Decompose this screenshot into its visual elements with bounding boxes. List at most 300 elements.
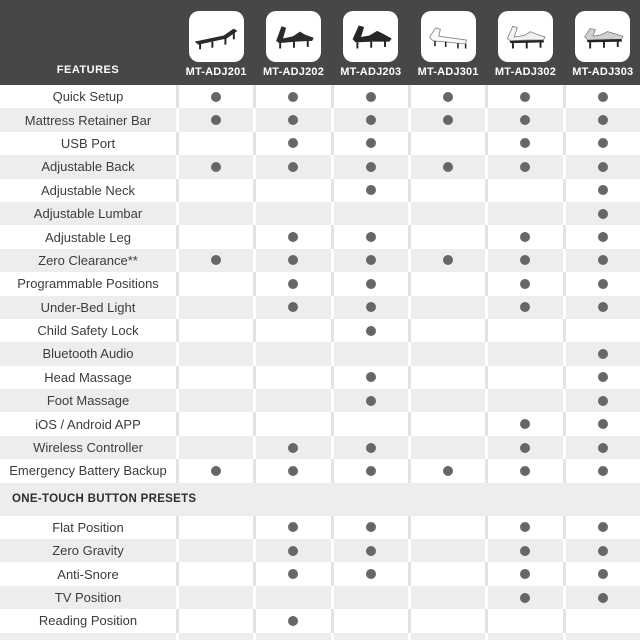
feature-cell	[179, 516, 253, 539]
feature-row	[0, 366, 640, 389]
feature-cell	[179, 459, 253, 482]
feature-dot	[288, 232, 298, 242]
feature-cell	[179, 389, 253, 412]
feature-dot	[520, 255, 530, 265]
feature-label-cell	[0, 108, 176, 131]
feature-cell	[179, 108, 253, 131]
feature-cell	[334, 249, 408, 272]
feature-cell	[256, 412, 330, 435]
feature-cell	[334, 539, 408, 562]
feature-dot	[598, 419, 608, 429]
feature-dot	[598, 396, 608, 406]
feature-row	[0, 459, 640, 482]
feature-cell	[179, 609, 253, 632]
features-header-label: FEATURES	[56, 64, 120, 76]
feature-row	[0, 389, 640, 412]
feature-dot	[288, 115, 298, 125]
feature-dot	[520, 162, 530, 172]
feature-label-cell	[0, 225, 176, 248]
feature-dot	[366, 326, 376, 336]
feature-label-cell	[0, 296, 176, 319]
feature-dot	[520, 279, 530, 289]
model-header-mt-adj301	[411, 0, 485, 85]
feature-dot	[520, 466, 530, 476]
feature-cell	[566, 225, 640, 248]
feature-cell	[488, 155, 562, 178]
feature-cell	[256, 179, 330, 202]
feature-cell	[488, 609, 562, 632]
feature-label: Zero Clearance**	[38, 252, 138, 268]
feature-cell	[411, 296, 485, 319]
feature-dot	[598, 162, 608, 172]
feature-cell	[488, 436, 562, 459]
bed-thumbnail-mt-adj202	[266, 11, 321, 62]
feature-cell	[566, 516, 640, 539]
feature-cell	[566, 342, 640, 365]
section-header-row	[0, 483, 640, 516]
feature-dot	[366, 522, 376, 532]
feature-cell	[179, 179, 253, 202]
feature-label: Zero Gravity	[52, 543, 124, 559]
feature-dot	[598, 443, 608, 453]
feature-dot	[366, 232, 376, 242]
feature-row	[0, 155, 640, 178]
feature-dot	[288, 616, 298, 626]
feature-dot	[443, 255, 453, 265]
feature-label: Programmable Positions	[17, 276, 159, 292]
feature-dot	[288, 162, 298, 172]
feature-cell	[566, 459, 640, 482]
feature-dot	[520, 92, 530, 102]
feature-label-cell	[0, 319, 176, 342]
feature-label-cell	[0, 342, 176, 365]
feature-dot	[366, 372, 376, 382]
feature-dot	[366, 115, 376, 125]
feature-cell	[566, 366, 640, 389]
feature-cell	[488, 225, 562, 248]
feature-row	[0, 342, 640, 365]
feature-label: Under-Bed Light	[40, 299, 136, 315]
feature-cell	[334, 436, 408, 459]
feature-dot	[598, 138, 608, 148]
bed-flat-light-icon	[425, 19, 471, 55]
feature-cell	[566, 412, 640, 435]
feature-cell	[411, 272, 485, 295]
bed-thumbnail-mt-adj203	[343, 11, 398, 62]
feature-cell	[179, 633, 253, 640]
feature-dot	[598, 522, 608, 532]
feature-cell	[566, 249, 640, 272]
feature-cell	[334, 412, 408, 435]
bed-raised-gray-icon	[580, 19, 626, 55]
feature-cell	[334, 586, 408, 609]
feature-cell	[488, 179, 562, 202]
feature-cell	[256, 249, 330, 272]
feature-cell	[334, 272, 408, 295]
feature-cell	[488, 562, 562, 585]
feature-dot	[598, 569, 608, 579]
feature-cell	[256, 85, 330, 108]
feature-label: Adjustable Leg	[44, 229, 131, 245]
feature-cell	[488, 389, 562, 412]
bed-raised-light-icon	[502, 19, 548, 55]
feature-cell	[488, 296, 562, 319]
feature-dot	[520, 546, 530, 556]
feature-dot	[598, 279, 608, 289]
model-header-mt-adj302	[488, 0, 562, 85]
bed-thumbnail-mt-adj201	[189, 11, 244, 62]
feature-label: iOS / Android APP	[35, 416, 141, 432]
feature-cell	[334, 609, 408, 632]
feature-label-cell	[0, 249, 176, 272]
feature-cell	[334, 202, 408, 225]
feature-cell	[334, 155, 408, 178]
feature-cell	[488, 366, 562, 389]
feature-label: Bluetooth Audio	[42, 346, 134, 362]
feature-row	[0, 179, 640, 202]
feature-label-cell	[0, 459, 176, 482]
model-name: MT-ADJ303	[572, 66, 634, 78]
feature-row	[0, 539, 640, 562]
feature-dot	[211, 466, 221, 476]
feature-label: Quick Setup	[52, 89, 124, 105]
feature-cell	[256, 202, 330, 225]
feature-cell	[411, 249, 485, 272]
feature-label-cell	[0, 586, 176, 609]
feature-cell	[256, 155, 330, 178]
feature-cell	[334, 562, 408, 585]
feature-cell	[334, 516, 408, 539]
feature-label-cell	[0, 539, 176, 562]
table-header	[0, 0, 640, 85]
feature-row	[0, 272, 640, 295]
feature-cell	[566, 633, 640, 640]
feature-row	[0, 609, 640, 632]
feature-cell	[179, 272, 253, 295]
feature-cell	[411, 85, 485, 108]
feature-dot	[288, 302, 298, 312]
feature-cell	[411, 179, 485, 202]
feature-dot	[520, 419, 530, 429]
feature-label-cell	[0, 609, 176, 632]
feature-cell	[334, 132, 408, 155]
feature-row	[0, 132, 640, 155]
feature-cell	[566, 436, 640, 459]
feature-cell	[179, 342, 253, 365]
feature-cell	[411, 586, 485, 609]
feature-cell	[256, 539, 330, 562]
feature-label-cell	[0, 562, 176, 585]
feature-row	[0, 249, 640, 272]
section-header-label: ONE-TOUCH BUTTON PRESETS	[12, 493, 197, 506]
feature-cell	[179, 539, 253, 562]
model-header-mt-adj202	[256, 0, 330, 85]
feature-cell	[566, 296, 640, 319]
feature-label: Flat Position	[52, 519, 124, 535]
feature-dot	[598, 593, 608, 603]
feature-cell	[256, 586, 330, 609]
feature-label-cell	[0, 366, 176, 389]
feature-dot	[520, 569, 530, 579]
feature-dot	[288, 522, 298, 532]
feature-cell	[334, 108, 408, 131]
feature-cell	[411, 132, 485, 155]
feature-dot	[520, 522, 530, 532]
feature-cell	[566, 539, 640, 562]
feature-dot	[366, 396, 376, 406]
feature-cell	[256, 272, 330, 295]
feature-cell	[256, 516, 330, 539]
feature-cell	[334, 296, 408, 319]
feature-dot	[520, 302, 530, 312]
bed-raised-dark-icon	[270, 19, 316, 55]
feature-dot	[288, 546, 298, 556]
feature-cell	[334, 389, 408, 412]
feature-dot	[598, 349, 608, 359]
feature-label: Reading Position	[38, 613, 138, 629]
feature-label-cell	[0, 389, 176, 412]
feature-cell	[488, 108, 562, 131]
feature-cell	[411, 155, 485, 178]
feature-dot	[211, 162, 221, 172]
feature-rows	[0, 85, 640, 483]
feature-cell	[566, 132, 640, 155]
feature-label: Wireless Controller	[33, 440, 143, 456]
feature-cell	[488, 272, 562, 295]
feature-dot	[366, 569, 376, 579]
model-name: MT-ADJ203	[340, 66, 402, 78]
feature-row	[0, 296, 640, 319]
feature-cell	[488, 342, 562, 365]
feature-cell	[411, 366, 485, 389]
feature-row	[0, 412, 640, 435]
feature-label-cell	[0, 436, 176, 459]
feature-cell	[488, 202, 562, 225]
feature-label-cell	[0, 132, 176, 155]
model-header-mt-adj303	[566, 0, 640, 85]
feature-dot	[366, 255, 376, 265]
feature-cell	[334, 85, 408, 108]
feature-cell	[334, 633, 408, 640]
feature-dot	[288, 443, 298, 453]
feature-row	[0, 633, 640, 640]
feature-label: Mattress Retainer Bar	[24, 112, 152, 128]
feature-dot	[366, 279, 376, 289]
feature-cell	[566, 562, 640, 585]
feature-cell	[566, 319, 640, 342]
feature-dot	[288, 138, 298, 148]
feature-dot	[366, 443, 376, 453]
feature-cell	[411, 562, 485, 585]
feature-cell	[334, 319, 408, 342]
feature-cell	[179, 249, 253, 272]
feature-row	[0, 586, 640, 609]
feature-label-cell	[0, 85, 176, 108]
feature-dot	[520, 443, 530, 453]
feature-dot	[288, 569, 298, 579]
feature-dot	[366, 302, 376, 312]
feature-label-cell	[0, 272, 176, 295]
feature-row	[0, 562, 640, 585]
feature-dot	[598, 209, 608, 219]
feature-cell	[256, 132, 330, 155]
feature-dot	[443, 92, 453, 102]
feature-cell	[256, 342, 330, 365]
feature-cell	[566, 586, 640, 609]
feature-cell	[256, 562, 330, 585]
feature-cell	[179, 132, 253, 155]
feature-row	[0, 225, 640, 248]
feature-cell	[566, 272, 640, 295]
feature-cell	[179, 586, 253, 609]
feature-dot	[288, 279, 298, 289]
feature-cell	[334, 459, 408, 482]
feature-label: Emergency Battery Backup	[9, 463, 167, 479]
feature-cell	[566, 609, 640, 632]
feature-cell	[411, 225, 485, 248]
feature-cell	[488, 516, 562, 539]
feature-label-cell	[0, 633, 176, 640]
feature-dot	[598, 372, 608, 382]
feature-label: Adjustable Back	[41, 159, 135, 175]
model-name: MT-ADJ201	[185, 66, 247, 78]
model-name: MT-ADJ302	[494, 66, 557, 78]
feature-dot	[366, 162, 376, 172]
feature-label: TV Position	[54, 590, 122, 605]
feature-cell	[411, 459, 485, 482]
feature-dot	[211, 92, 221, 102]
feature-cell	[566, 155, 640, 178]
feature-cell	[411, 108, 485, 131]
feature-cell	[411, 633, 485, 640]
feature-cell	[488, 586, 562, 609]
feature-cell	[179, 436, 253, 459]
feature-cell	[334, 225, 408, 248]
feature-cell	[411, 436, 485, 459]
feature-cell	[488, 633, 562, 640]
feature-cell	[566, 389, 640, 412]
feature-cell	[179, 366, 253, 389]
feature-cell	[256, 609, 330, 632]
feature-cell	[334, 342, 408, 365]
feature-cell	[488, 319, 562, 342]
feature-dot	[520, 593, 530, 603]
feature-label-cell	[0, 412, 176, 435]
feature-dot	[366, 546, 376, 556]
feature-label-cell	[0, 202, 176, 225]
feature-cell	[179, 296, 253, 319]
model-name: MT-ADJ301	[417, 66, 479, 78]
feature-cell	[566, 202, 640, 225]
feature-label-cell	[0, 155, 176, 178]
feature-cell	[256, 389, 330, 412]
feature-cell	[411, 539, 485, 562]
feature-cell	[411, 202, 485, 225]
feature-dot	[443, 162, 453, 172]
feature-label: Foot Massage	[46, 393, 130, 409]
feature-row	[0, 436, 640, 459]
feature-dot	[366, 185, 376, 195]
features-header-cell	[0, 0, 176, 85]
feature-cell	[488, 249, 562, 272]
feature-dot	[598, 185, 608, 195]
feature-cell	[256, 108, 330, 131]
feature-row	[0, 202, 640, 225]
feature-label: Head Massage	[44, 369, 132, 385]
feature-label: Child Safety Lock	[37, 323, 139, 339]
model-header-mt-adj203	[334, 0, 408, 85]
feature-cell	[179, 319, 253, 342]
feature-cell	[411, 412, 485, 435]
feature-dot	[443, 466, 453, 476]
feature-cell	[411, 609, 485, 632]
feature-label: Anti-Snore	[57, 566, 119, 582]
feature-label: Adjustable Neck	[41, 182, 135, 198]
feature-cell	[256, 436, 330, 459]
feature-dot	[211, 115, 221, 125]
bed-thumbnail-mt-adj302	[498, 11, 553, 62]
feature-cell	[334, 366, 408, 389]
feature-dot	[211, 255, 221, 265]
feature-cell	[334, 179, 408, 202]
feature-cell	[488, 412, 562, 435]
feature-cell	[256, 296, 330, 319]
feature-dot	[598, 466, 608, 476]
feature-cell	[488, 85, 562, 108]
feature-label-cell	[0, 179, 176, 202]
feature-label: USB Port	[60, 135, 116, 151]
feature-cell	[488, 539, 562, 562]
feature-cell	[256, 459, 330, 482]
feature-dot	[520, 138, 530, 148]
bed-thumbnail-mt-adj301	[421, 11, 476, 62]
feature-dot	[288, 255, 298, 265]
feature-row	[0, 516, 640, 539]
feature-dot	[598, 115, 608, 125]
feature-dot	[598, 232, 608, 242]
feature-dot	[598, 92, 608, 102]
feature-dot	[366, 466, 376, 476]
bed-raised-dark-icon	[348, 19, 394, 55]
feature-cell	[179, 155, 253, 178]
feature-cell	[256, 225, 330, 248]
feature-cell	[488, 459, 562, 482]
feature-cell	[411, 342, 485, 365]
bed-thumbnail-mt-adj303	[575, 11, 630, 62]
feature-dot	[520, 232, 530, 242]
feature-cell	[256, 366, 330, 389]
feature-cell	[488, 132, 562, 155]
feature-dot	[366, 92, 376, 102]
feature-label-cell	[0, 516, 176, 539]
feature-dot	[598, 255, 608, 265]
feature-row	[0, 319, 640, 342]
feature-row	[0, 108, 640, 131]
feature-cell	[179, 412, 253, 435]
feature-cell	[411, 389, 485, 412]
feature-dot	[598, 302, 608, 312]
feature-row	[0, 85, 640, 108]
feature-cell	[256, 633, 330, 640]
feature-cell	[179, 562, 253, 585]
feature-dot	[520, 115, 530, 125]
feature-cell	[256, 319, 330, 342]
feature-cell	[179, 202, 253, 225]
model-header-mt-adj201	[179, 0, 253, 85]
model-name: MT-ADJ202	[262, 66, 325, 78]
feature-label: Adjustable Lumbar	[33, 206, 143, 222]
feature-cell	[566, 85, 640, 108]
